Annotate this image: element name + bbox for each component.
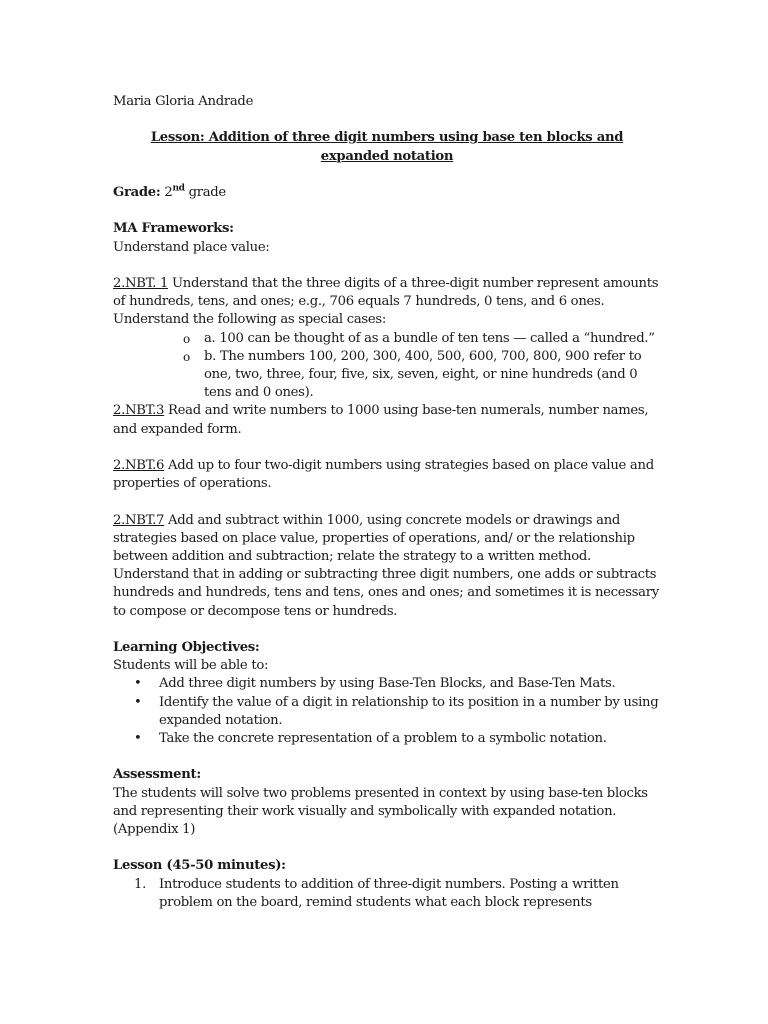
frameworks-intro: Understand place value: [113,239,270,255]
lesson-steps [113,876,661,912]
standard-nbt3 [113,402,661,438]
circle-bullet-icon: o [183,349,190,364]
list-item [134,675,661,693]
standard-code: 2.NBT.7 [113,512,165,528]
objectives-list [113,675,661,748]
list-item-text: Add three digit numbers by using Base-Ten Blocks, and Base-Ten Mats. [159,676,616,692]
grade-suffix: nd [172,183,185,194]
objectives-intro: Students will be able to: [113,658,269,674]
list-item [134,694,661,730]
list-item-text: Identify the value of a digit in relationship to its position in a number by using expanded notation. [159,694,659,728]
bullet-icon: • [134,676,142,692]
standard-text: Add and subtract within 1000, using concrete models or drawings and strategies based on place value, properties of operations, and/ or the relationship between addition and subtraction; relate the strategy to a written method. Understand that in adding or subtracting three digit numbers, one adds or subtracts hundreds and hundreds, tens and tens, ones and ones; and sometimes it is necessary to compose or decompose tens or hundreds. [113,512,659,619]
standard-code: 2.NBT.6 [113,457,165,473]
special-cases-list [113,330,661,403]
standard-nbt7 [113,512,661,621]
list-item-text: a. 100 can be thought of as a bundle of ten tens — called a “hundred.” [204,330,655,346]
list-item [183,348,661,403]
assessment-heading: Assessment: [113,767,201,783]
bullet-icon: • [134,731,142,746]
standard-code: 2.NBT.3 [113,403,165,419]
step-number: 1. [134,876,146,892]
standard-nbt6 [113,457,661,493]
document-body [113,93,661,912]
list-item-text: b. The numbers 100, 200, 300, 400, 500, 600, 700, 800, 900 refer to one, two, three, four, five, six, seven, eight, or nine hundreds (and 0 tens and 0 ones). [204,348,642,401]
standard-text: Understand that the three digits of a three-digit number represent amounts of hundreds, tens, and ones; e.g., 706 equals 7 hundreds, 0 tens, and 6 ones. Understand the following as special cases: [113,275,659,328]
lesson-heading: Lesson (45-50 minutes): [113,858,286,874]
lesson-title: Lesson: Addition of three digit numbers using base ten blocks and expanded notation [150,130,624,164]
standard-code: 2.NBT. 1 [113,275,169,291]
author-name: Maria Gloria Andrade [113,94,254,109]
standard-nbt1 [113,275,661,330]
bullet-icon: • [134,694,142,710]
grade-label: Grade: [113,184,161,200]
grade-line [113,184,661,202]
grade-number: 2 [164,184,173,200]
list-item [183,330,661,348]
list-item [134,730,661,748]
frameworks-heading: MA Frameworks: [113,221,234,237]
standard-text: Add up to four two-digit numbers using strategies based on place value and properties of operations. [113,457,654,492]
list-item-text: Take the concrete representation of a problem to a symbolic notation. [159,731,607,746]
assessment-text: The students will solve two problems presented in context by using base-ten blocks and representing their work visually and symbolically with expanded notation. (Appendix 1) [113,785,648,837]
circle-bullet-icon: o [183,331,190,346]
grade-word: grade [184,184,226,200]
list-item [134,876,661,912]
list-item-text: Introduce students to addition of three-digit numbers. Posting a written problem on the board, remind students what each block represents [159,876,619,910]
standard-text: Read and write numbers to 1000 using base-ten numerals, number names, and expanded form. [113,403,649,437]
objectives-heading: Learning Objectives: [113,639,260,655]
